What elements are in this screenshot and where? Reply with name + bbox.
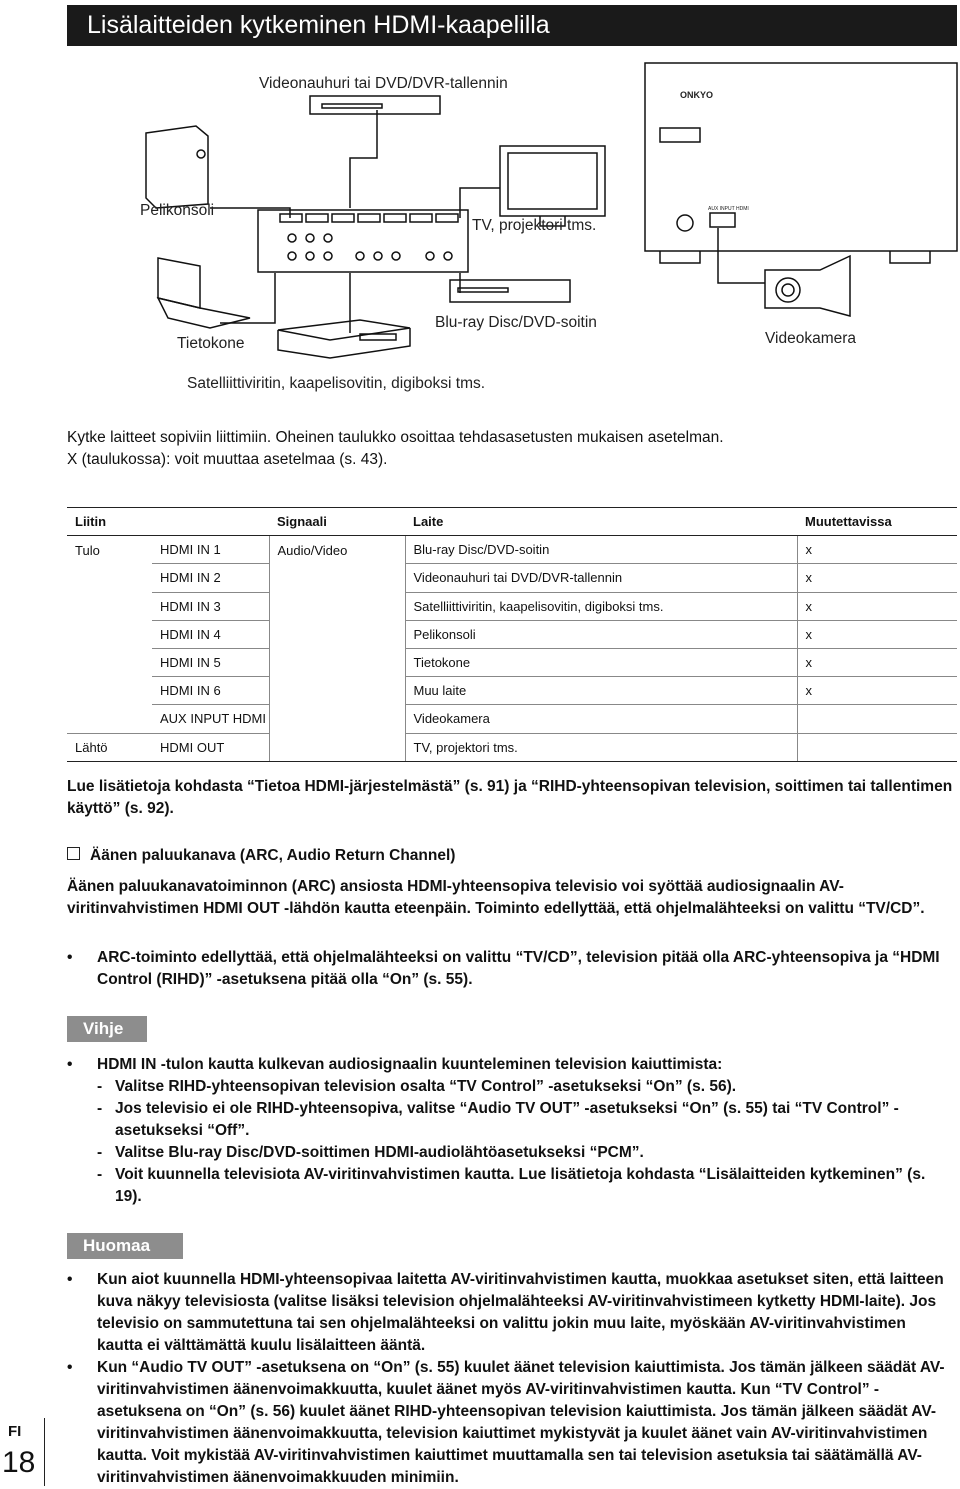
th-connector: Liitin xyxy=(67,508,152,536)
list-item: - Jos televisio ei ole RIHD-yhteensopiva, valitse “Audio TV OUT” -asetukseksi “On” (s. 55) tai “TV Control” -asetukseksi “Off”. xyxy=(97,1100,899,1139)
tv-device xyxy=(500,146,605,216)
connection-diagram xyxy=(60,58,960,403)
title-bar xyxy=(67,5,957,46)
cable-vcr xyxy=(350,110,377,208)
camera-device xyxy=(765,256,850,316)
label-console: Pelikonsoli xyxy=(140,202,215,219)
table-row: Tulo HDMI IN 1 Audio/Video Blu-ray Disc/DVD-soitin x xyxy=(67,536,957,564)
page-title: Lisälaitteiden kytkeminen HDMI-kaapelilla xyxy=(87,11,550,39)
page-number: 18 xyxy=(2,1446,36,1479)
table-row: AUX INPUT HDMI Videokamera xyxy=(67,705,957,733)
caution-label: Huomaa xyxy=(67,1233,183,1259)
table-row: Lähtö HDMI OUT TV, projektori tms. xyxy=(67,733,957,761)
table-row: HDMI IN 4 Pelikonsoli x xyxy=(67,620,957,648)
label-pc: Tietokone xyxy=(177,335,245,352)
table-header-row xyxy=(67,508,957,536)
intro-line-1: Kytke laitteet sopiviin liittimiin. Oheinen taulukko osoittaa tehdasasetusten mukaisen asetelman. xyxy=(67,429,724,446)
bullet-icon: • xyxy=(67,1359,73,1376)
language-code: FI xyxy=(8,1423,22,1440)
list-item: • Kun aiot kuunnella HDMI-yhteensopivaa laitetta AV-viritinvahvistimen kautta, muokkaa asetukset siten, että laitteen kuva näkyy televisiosta (valitse lisäksi television ohjelmalähteeksi AV-viritinvahvistimeen kytketty HDMI-laite). Jos televisio on sammutettuna tai sen ohjelmalähteeksi on valittu jokin muu laite, myöskään AV-viritinvahvistimen kautta ei välttämättä kuulu lisälaitteen ääntä. xyxy=(67,1271,944,1354)
table-row: HDMI IN 5 Tietokone x xyxy=(67,648,957,676)
cable-camera xyxy=(718,228,765,283)
page-number-divider xyxy=(44,1418,45,1486)
list-item: • Kun “Audio TV OUT” -asetuksena on “On” (s. 55) kuulet äänet television kaiuttimista. Jos tämän jälkeen säädät AV-viritinvahvistimen äänenvoimakkuutta, kuulet äänet myös AV-viritinvahvistimen kautta. Kun “TV Control” -asetuksena on “On” (s. 56) kuulet äänet RIHD-yhteensopivan television kaiuttimista. Jos tämän jälkeen säädät AV-viritinvahvistimen äänenvoimakkuutta, television kaiuttimet mykistyvät ja kuulet äänet vain AV-viritinvahvistimen kautta. Voit mykistää AV-viritinvahvistimen kaiuttimet muuttamalla sen tai television asetuksia tai säätämällä AV-viritinvahvistimen äänenvoimakkuuden minimiin. xyxy=(67,1359,945,1486)
pc-device xyxy=(158,258,200,308)
signal-type: Audio/Video xyxy=(269,536,405,564)
list-item: - Valitse RIHD-yhteensopivan television osalta “TV Control” -asetukseksi “On” (s. 56). xyxy=(97,1078,737,1095)
bluray-device xyxy=(450,280,570,302)
group-output: Lähtö xyxy=(67,733,152,761)
intro-line-2: X (taulukossa): voit muuttaa asetelmaa (s. 43). xyxy=(67,451,388,468)
caution-bullets xyxy=(67,1269,947,1489)
bullet-icon: • xyxy=(67,1056,73,1073)
list-item: - Valitse Blu-ray Disc/DVD-soittimen HDMI-audiolähtöasetukseksi “PCM”. xyxy=(97,1144,644,1161)
brand-logo: ONKYO xyxy=(680,90,714,100)
table-row: HDMI IN 3 Satelliittiviritin, kaapelisovitin, digiboksi tms. x xyxy=(67,592,957,620)
console-device xyxy=(146,126,208,208)
sat-device xyxy=(278,320,410,340)
th-changeable: Muutettavissa xyxy=(797,508,957,536)
label-sat: Satelliittiviritin, kaapelisovitin, digiboksi tms. xyxy=(187,375,486,392)
bullet-icon: • xyxy=(67,1271,73,1288)
vcr-device xyxy=(310,96,440,114)
cable-tv xyxy=(460,188,500,218)
th-device: Laite xyxy=(405,508,797,536)
table-row: HDMI IN 2 Videonauhuri tai DVD/DVR-tallennin x xyxy=(67,564,957,592)
label-vcr: Videonauhuri tai DVD/DVR-tallennin xyxy=(259,75,508,92)
label-camera: Videokamera xyxy=(765,330,857,347)
cable-pc xyxy=(220,273,275,323)
label-bluray: Blu-ray Disc/DVD-soitin xyxy=(435,314,597,331)
checkbox-square-icon xyxy=(67,847,80,860)
arc-bullet: • ARC-toiminto edellyttää, että ohjelmalähteeksi on valittu “TV/CD”, television pitää olla ARC-yhteensopiva ja “HDMI Control (RIHD)” -asetuksena pitää olla “On” (s. 55). xyxy=(67,949,940,988)
arc-heading: Äänen paluukanava (ARC, Audio Return Channel) xyxy=(67,847,455,865)
bullet-icon: • xyxy=(67,949,73,966)
aux-input-label: AUX INPUT HDMI xyxy=(708,206,749,212)
intro-text xyxy=(67,427,947,471)
th-signal: Signaali xyxy=(269,508,405,536)
list-item: - Voit kuunnella televisiota AV-viritinvahvistimen kautta. Lue lisätietoja kohdasta “Lisälaitteiden kytkeminen” (s. 19). xyxy=(97,1166,926,1205)
group-input: Tulo xyxy=(75,542,100,558)
table-row: HDMI IN 6 Muu laite x xyxy=(67,677,957,705)
connection-table xyxy=(67,507,957,762)
arc-paragraph: Äänen paluukanavatoiminnon (ARC) ansiosta HDMI-yhteensopiva televisio voi syöttää audiosignaalin AV-viritinvahvistimen HDMI OUT -lähdön kautta eteenpäin. Toiminto edellyttää, että ohjelmalähteeksi on valittu “TV/CD”. xyxy=(67,878,925,917)
tip-label: Vihje xyxy=(67,1016,147,1042)
tip-bullet: • HDMI IN -tulon kautta kulkevan audiosignaalin kuunteleminen television kaiuttimista: - Valitse RIHD-yhteensopivan television osalta “TV Control” -asetukseksi “On” (s. 56). - Jos televisio ei ole RIHD-yhteensopiva, valitse “Audio TV OUT” -asetukseksi “On” (s. 55) tai “TV Control” -asetukseksi “Off”. - Valitse Blu-ray Disc/DVD-soittimen HDMI-audiolähtöasetukseksi “PCM”. - Voit kuunnella televisiota AV-viritinvahvistimen kautta. Lue lisätietoja kohdasta “Lisälaitteiden kytkeminen” (s. 19). xyxy=(67,1054,947,1208)
label-tv: TV, projektori tms. xyxy=(472,217,597,234)
more-info-note: Lue lisätietoja kohdasta “Tietoa HDMI-järjestelmästä” (s. 91) ja “RIHD-yhteensopivan television, soittimen tai tallentimen käyttö” (s. 92). xyxy=(67,778,953,817)
